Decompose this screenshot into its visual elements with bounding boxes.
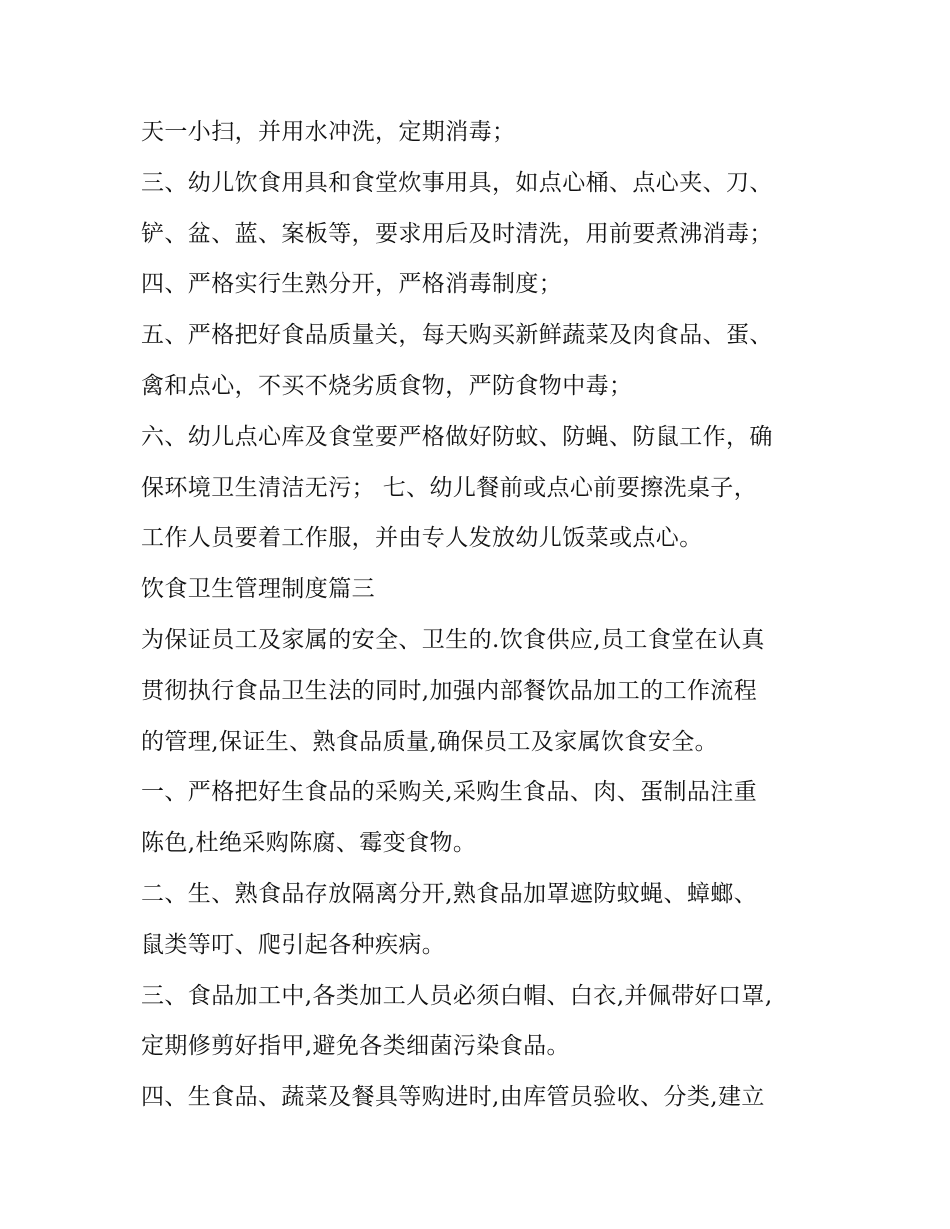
text-line: 一、严格把好生食品的采购关,采购生食品、肉、蛋制品注重 <box>141 779 758 806</box>
text-line: 工作人员要着工作服，并由专人发放幼儿饭菜或点心。 <box>141 525 703 552</box>
text-line: 五、严格把好食品质量关，每天购买新鲜蔬菜及肉食品、蛋、 <box>141 322 773 349</box>
text-line: 三、幼儿饮食用具和食堂炊事用具，如点心桶、点心夹、刀、 <box>141 169 773 196</box>
document-body <box>141 107 831 1123</box>
text-line: 禽和点心，不买不烧劣质食物，严防食物中毒； <box>141 372 633 399</box>
text-line: 四、严格实行生熟分开，严格消毒制度； <box>141 271 563 298</box>
text-line: 的管理,保证生、熟食品质量,确保员工及家属饮食安全。 <box>141 728 719 755</box>
text-line: 鼠类等叮、爬引起各种疾病。 <box>141 931 446 958</box>
text-line: 贯彻执行食品卫生法的同时,加强内部餐饮品加工的工作流程 <box>141 677 758 704</box>
text-line: 四、生食品、蔬菜及餐具等购进时,由库管员验收、分类,建立 <box>141 1084 765 1111</box>
text-line: 天一小扫，并用水冲洗，定期消毒； <box>141 119 516 145</box>
text-line: 六、幼儿点心库及食堂要严格做好防蚊、防蝇、防鼠工作，确 <box>141 423 773 450</box>
section-heading: 饮食卫生管理制度篇三 <box>141 576 375 603</box>
text-line: 保环境卫生清洁无污； 七、幼儿餐前或点心前要擦洗桌子， <box>141 474 758 501</box>
text-line: 陈色,杜绝采购陈腐、霉变食物。 <box>141 830 477 857</box>
text-line: 为保证员工及家属的安全、卫生的.饮食供应,员工食堂在认真 <box>141 626 765 653</box>
text-line: 三、食品加工中,各类加工人员必须白帽、白衣,并佩带好口罩, <box>141 982 773 1009</box>
text-line: 铲、盆、蓝、案板等，要求用后及时清洗，用前要煮沸消毒； <box>141 220 773 247</box>
text-line: 定期修剪好指甲,避免各类细菌污染食品。 <box>141 1033 570 1060</box>
text-line: 二、生、熟食品存放隔离分开,熟食品加罩遮防蚊蝇、蟑螂、 <box>141 880 758 907</box>
